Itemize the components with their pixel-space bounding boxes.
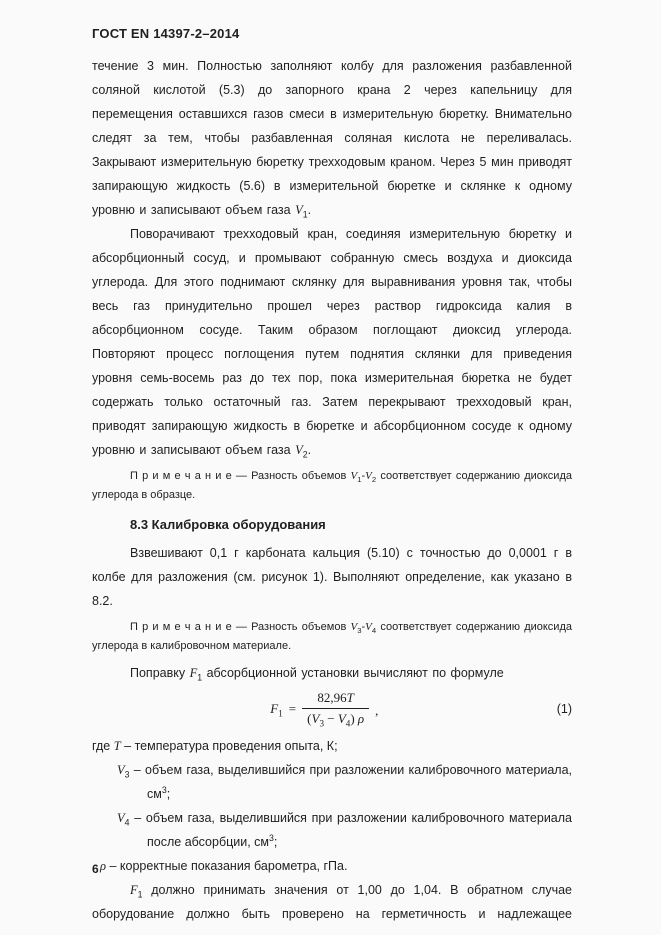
note-2: П р и м е ч а н и е — Разность объемов $V_3-V_4$ соответствует содержанию диоксида углерода в калибровочном материале.	[92, 621, 572, 652]
formula-number: (1)	[556, 701, 572, 716]
formula-denominator: $(V_3 - V_4)$ ρ	[307, 711, 365, 729]
formula-block	[92, 690, 572, 727]
body-paragraph-4: Поправку $F_1$ абсорбционной установки вычисляют по формуле	[130, 666, 504, 683]
body-paragraph-2: Поворачивают трехходовый кран, соединяя измерительную бюретку и абсорбционный сосуд, и промывают собранную смесь воздуха и диоксида углерода. Для этого поднимают склянку для выравнивания уровня так, чтобы весь газ принудительно прошел через раствор гидроксида калия в абсорбционном сосуде. Таким образом поглощают диоксид углерода. Повторяют процесс поглощения путем поднятия склянки для приведения уровня семь-восемь раз до тех пор, пока измерительная бюретка не будет содержать только остаточный газ. Затем перекрывают трехходовый кран, приводят запирающую жидкость в бюретке и абсорбционном сосуде к одному уровню и записывают объем газа $V_2$.	[92, 227, 572, 460]
page-number: 6	[92, 862, 99, 876]
definition-rho: ρ – корректные показания барометра, гПа.	[100, 859, 348, 873]
formula-lhs: $F_1$	[270, 700, 283, 719]
page-footer	[92, 862, 99, 876]
body-paragraph-5: $F_1$ должно принимать значения от 1,00 до 1,04. В обратном случае оборудование должно быть проверено на герметичность и надлежащее	[92, 883, 572, 921]
formula-fraction	[302, 690, 369, 727]
formula-numerator: 82,96T	[302, 690, 369, 709]
section-heading: 8.3 Калибровка оборудования	[130, 517, 326, 532]
formula-comma: ,	[375, 703, 379, 718]
definition-v3: $V_3$ – объем газа, выделившийся при разложении калибровочного материала, $см^3$;	[117, 763, 572, 801]
definition-v4: $V_4$ – объем газа, выделившийся при разложении калибровочного материала после абсорбции, $см^3$;	[117, 811, 572, 849]
body-paragraph-1: течение 3 мин. Полностью заполняют колбу для разложения разбавленной соляной кислотой (5.3) до запорного крана 2 через капельницу для перемещения оставшихся газов смеси в измерительную бюретку. Внимательно следят за тем, чтобы разбавленная соляная кислота не переливалась. Закрывают измерительную бюретку трехходовым краном. Через 5 мин приводят запирающую жидкость (5.6) в измерительной бюретке и склянке к одному уровню и записывают объем газа $V_1$.	[92, 59, 572, 220]
formula	[92, 690, 557, 727]
definition-where-t: где T – температура проведения опыта, К;	[92, 739, 338, 753]
note-1: П р и м е ч а н и е — Разность объемов $V_1-V_2$ соответствует содержанию диоксида углерода в образце.	[92, 470, 572, 501]
document-header	[92, 26, 572, 41]
standard-designation: ГОСТ EN 14397-2–2014	[92, 26, 240, 41]
body-paragraph-3: Взвешивают 0,1 г карбоната кальция (5.10) с точностью до 0,0001 г в колбе для разложения (см. рисунок 1). Выполняют определение, как указано в 8.2.	[92, 546, 572, 608]
formula-equals-sign: =	[288, 700, 297, 716]
